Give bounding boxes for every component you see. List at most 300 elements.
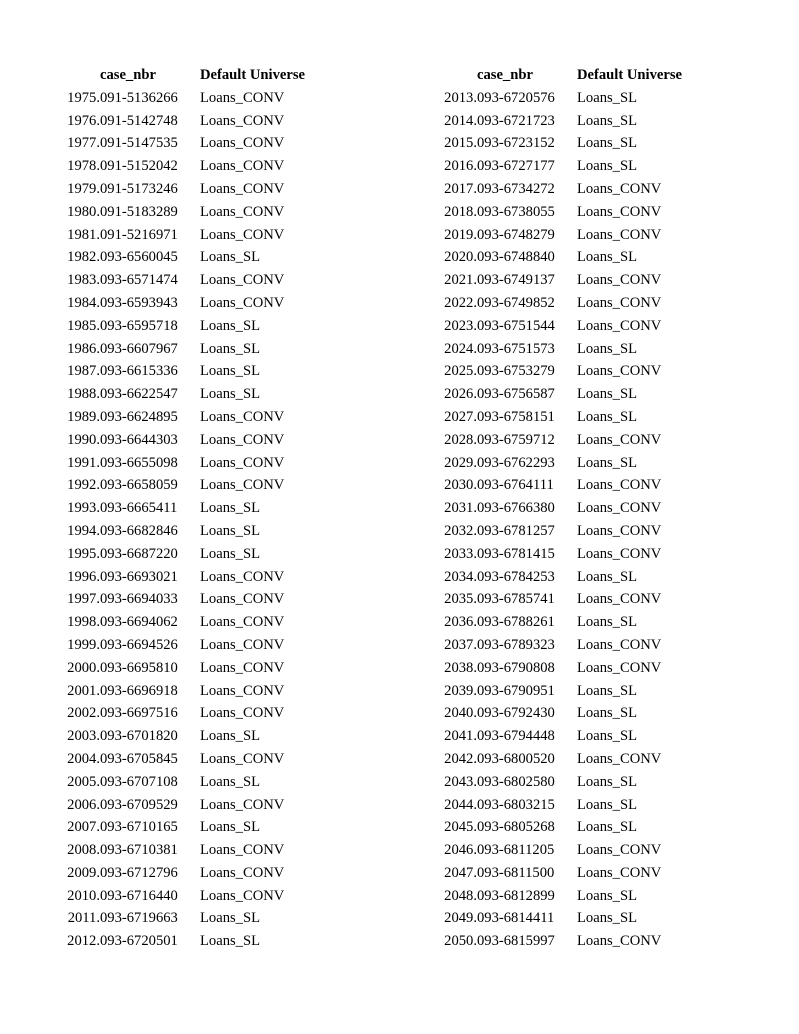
table-row bbox=[431, 452, 697, 475]
table-row bbox=[54, 907, 320, 930]
table-row bbox=[54, 155, 320, 178]
row-number: 2045. bbox=[444, 819, 477, 836]
default-universe: Loans_CONV bbox=[577, 500, 662, 517]
row-number: 1993. bbox=[67, 500, 100, 517]
row-number: 2042. bbox=[444, 750, 477, 767]
default-universe: Loans_CONV bbox=[577, 750, 662, 767]
table-row bbox=[54, 360, 320, 383]
default-universe: Loans_CONV bbox=[200, 864, 285, 881]
default-universe: Loans_CONV bbox=[200, 408, 285, 425]
table-row bbox=[54, 338, 320, 361]
default-universe: Loans_CONV bbox=[200, 750, 285, 767]
case-nbr: 093-6615336 bbox=[100, 363, 178, 380]
case-nbr: 093-6694033 bbox=[100, 591, 178, 608]
case-nbr: 093-6721723 bbox=[477, 112, 555, 129]
case-nbr: 093-6682846 bbox=[100, 522, 178, 539]
table-row bbox=[431, 315, 697, 338]
row-number: 1984. bbox=[67, 294, 100, 311]
table-row bbox=[431, 771, 697, 794]
default-universe: Loans_SL bbox=[200, 317, 260, 334]
case-nbr: 093-6709529 bbox=[100, 796, 178, 813]
default-universe: Loans_CONV bbox=[577, 591, 662, 608]
table-row bbox=[54, 292, 320, 315]
row-number: 1985. bbox=[67, 317, 100, 334]
table-row bbox=[431, 178, 697, 201]
default-universe: Loans_CONV bbox=[200, 614, 285, 631]
row-number: 2009. bbox=[67, 864, 100, 881]
row-number: 1997. bbox=[67, 591, 100, 608]
case-nbr: 093-6716440 bbox=[100, 887, 178, 904]
case-nbr: 093-6705845 bbox=[100, 750, 178, 767]
row-number: 2000. bbox=[67, 659, 100, 676]
case-nbr: 093-6748279 bbox=[477, 226, 555, 243]
row-number: 1986. bbox=[67, 340, 100, 357]
case-nbr: 093-6790951 bbox=[477, 682, 555, 699]
case-nbr: 093-6571474 bbox=[100, 272, 178, 289]
row-number: 2050. bbox=[444, 933, 477, 950]
case-nbr: 093-6764111 bbox=[477, 477, 554, 494]
default-universe: Loans_CONV bbox=[200, 842, 285, 859]
case-nbr: 093-6788261 bbox=[477, 614, 555, 631]
case-nbr: 091-5142748 bbox=[100, 112, 178, 129]
table-row bbox=[54, 839, 320, 862]
row-number: 2005. bbox=[67, 773, 100, 790]
row-number: 1982. bbox=[67, 249, 100, 266]
case-nbr: 093-6696918 bbox=[100, 682, 178, 699]
row-number: 2002. bbox=[67, 705, 100, 722]
row-number: 1999. bbox=[67, 636, 100, 653]
row-number: 1994. bbox=[67, 522, 100, 539]
case-nbr: 093-6805268 bbox=[477, 819, 555, 836]
case-nbr: 093-6658059 bbox=[100, 477, 178, 494]
row-number: 2041. bbox=[444, 728, 477, 745]
table-row bbox=[54, 201, 320, 224]
case-nbr: 093-6762293 bbox=[477, 454, 555, 471]
table-row bbox=[431, 816, 697, 839]
table-row bbox=[54, 87, 320, 110]
table-row bbox=[54, 588, 320, 611]
default-universe: Loans_SL bbox=[200, 773, 260, 790]
table-row bbox=[431, 839, 697, 862]
case-nbr: 093-6781415 bbox=[477, 545, 555, 562]
table-row bbox=[431, 132, 697, 155]
case-nbr: 093-6815997 bbox=[477, 933, 555, 950]
default-universe: Loans_SL bbox=[577, 158, 637, 175]
row-number: 2027. bbox=[444, 408, 477, 425]
case-nbr: 093-6719663 bbox=[100, 910, 178, 927]
default-universe: Loans_CONV bbox=[200, 568, 285, 585]
row-number: 1988. bbox=[67, 386, 100, 403]
default-universe: Loans_CONV bbox=[200, 112, 285, 129]
table-row bbox=[431, 907, 697, 930]
case-nbr: 093-6753279 bbox=[477, 363, 555, 380]
case-nbr: 093-6701820 bbox=[100, 728, 178, 745]
row-number: 2036. bbox=[444, 614, 477, 631]
case-nbr: 093-6785741 bbox=[477, 591, 555, 608]
default-universe: Loans_SL bbox=[577, 249, 637, 266]
row-number: 1995. bbox=[67, 545, 100, 562]
case-nbr: 093-6803215 bbox=[477, 796, 555, 813]
case-nbr: 093-6802580 bbox=[477, 773, 555, 790]
header-default-universe: Default Universe bbox=[200, 67, 305, 83]
row-number: 2048. bbox=[444, 887, 477, 904]
table-row bbox=[54, 406, 320, 429]
case-nbr: 093-6751573 bbox=[477, 340, 555, 357]
default-universe: Loans_SL bbox=[577, 819, 637, 836]
case-nbr: 093-6707108 bbox=[100, 773, 178, 790]
default-universe: Loans_CONV bbox=[200, 158, 285, 175]
row-number: 1998. bbox=[67, 614, 100, 631]
row-number: 1992. bbox=[67, 477, 100, 494]
default-universe: Loans_CONV bbox=[577, 203, 662, 220]
default-universe: Loans_SL bbox=[200, 819, 260, 836]
header-case-nbr: case_nbr bbox=[100, 67, 156, 83]
default-universe: Loans_CONV bbox=[200, 454, 285, 471]
default-universe: Loans_CONV bbox=[577, 272, 662, 289]
table-row bbox=[431, 794, 697, 817]
row-number: 2013. bbox=[444, 89, 477, 106]
table-row bbox=[431, 474, 697, 497]
row-number: 2012. bbox=[67, 933, 100, 950]
table-row bbox=[54, 178, 320, 201]
case-nbr: 093-6720576 bbox=[477, 89, 555, 106]
default-universe: Loans_SL bbox=[577, 682, 637, 699]
row-number: 2034. bbox=[444, 568, 477, 585]
row-number: 1989. bbox=[67, 408, 100, 425]
default-universe: Loans_SL bbox=[577, 796, 637, 813]
row-number: 2043. bbox=[444, 773, 477, 790]
row-number: 2033. bbox=[444, 545, 477, 562]
case-nbr: 093-6693021 bbox=[100, 568, 178, 585]
row-number: 1990. bbox=[67, 431, 100, 448]
case-nbr: 093-6758151 bbox=[477, 408, 555, 425]
case-nbr: 091-5173246 bbox=[100, 180, 178, 197]
table-row bbox=[54, 771, 320, 794]
table-row bbox=[431, 725, 697, 748]
header-default-universe: Default Universe bbox=[577, 67, 682, 83]
row-number: 1978. bbox=[67, 158, 100, 175]
table-row bbox=[54, 110, 320, 133]
default-universe: Loans_CONV bbox=[200, 89, 285, 106]
default-universe: Loans_SL bbox=[577, 773, 637, 790]
case-nbr: 091-5216971 bbox=[100, 226, 178, 243]
case-nbr: 093-6784253 bbox=[477, 568, 555, 585]
row-number: 1979. bbox=[67, 180, 100, 197]
default-universe: Loans_CONV bbox=[577, 294, 662, 311]
default-universe: Loans_CONV bbox=[200, 591, 285, 608]
case-nbr: 093-6727177 bbox=[477, 158, 555, 175]
default-universe: Loans_SL bbox=[200, 522, 260, 539]
table-row bbox=[431, 680, 697, 703]
default-universe: Loans_SL bbox=[577, 454, 637, 471]
default-universe: Loans_CONV bbox=[577, 180, 662, 197]
case-nbr: 093-6710165 bbox=[100, 819, 178, 836]
row-number: 2046. bbox=[444, 842, 477, 859]
table-row bbox=[54, 885, 320, 908]
row-number: 2001. bbox=[67, 682, 100, 699]
case-nbr: 093-6593943 bbox=[100, 294, 178, 311]
table-row bbox=[54, 816, 320, 839]
default-universe: Loans_CONV bbox=[577, 431, 662, 448]
table-row bbox=[54, 474, 320, 497]
case-nbr: 093-6811205 bbox=[477, 842, 555, 859]
row-number: 1980. bbox=[67, 203, 100, 220]
table-row bbox=[54, 748, 320, 771]
table-row bbox=[54, 543, 320, 566]
case-nbr: 093-6655098 bbox=[100, 454, 178, 471]
row-number: 2040. bbox=[444, 705, 477, 722]
table-row bbox=[431, 543, 697, 566]
table-row bbox=[431, 497, 697, 520]
table-row bbox=[431, 611, 697, 634]
row-number: 2025. bbox=[444, 363, 477, 380]
default-universe: Loans_CONV bbox=[200, 796, 285, 813]
row-number: 1991. bbox=[67, 454, 100, 471]
default-universe: Loans_SL bbox=[577, 705, 637, 722]
case-nbr: 093-6766380 bbox=[477, 500, 555, 517]
row-number: 1977. bbox=[67, 135, 100, 152]
row-number: 2020. bbox=[444, 249, 477, 266]
default-universe: Loans_CONV bbox=[577, 659, 662, 676]
default-universe: Loans_CONV bbox=[200, 272, 285, 289]
row-number: 2039. bbox=[444, 682, 477, 699]
case-nbr: 093-6665411 bbox=[100, 500, 178, 517]
table-row bbox=[54, 224, 320, 247]
row-number: 1983. bbox=[67, 272, 100, 289]
table-row bbox=[431, 87, 697, 110]
default-universe: Loans_SL bbox=[577, 408, 637, 425]
case-nbr: 091-5152042 bbox=[100, 158, 178, 175]
default-universe: Loans_CONV bbox=[200, 431, 285, 448]
row-number: 1996. bbox=[67, 568, 100, 585]
default-universe: Loans_SL bbox=[577, 135, 637, 152]
case-nbr: 093-6812899 bbox=[477, 887, 555, 904]
table-row bbox=[431, 862, 697, 885]
table-row bbox=[54, 132, 320, 155]
row-number: 2029. bbox=[444, 454, 477, 471]
right-table bbox=[431, 64, 697, 953]
case-nbr: 093-6789323 bbox=[477, 636, 555, 653]
default-universe: Loans_CONV bbox=[577, 363, 662, 380]
default-universe: Loans_CONV bbox=[200, 705, 285, 722]
case-nbr: 093-6723152 bbox=[477, 135, 555, 152]
row-number: 2047. bbox=[444, 864, 477, 881]
header-row bbox=[54, 64, 320, 87]
default-universe: Loans_CONV bbox=[200, 682, 285, 699]
left-table bbox=[54, 64, 320, 953]
row-number: 2031. bbox=[444, 500, 477, 517]
table-row bbox=[431, 520, 697, 543]
case-nbr: 091-5136266 bbox=[100, 89, 178, 106]
table-row bbox=[431, 201, 697, 224]
default-universe: Loans_CONV bbox=[200, 135, 285, 152]
row-number: 2044. bbox=[444, 796, 477, 813]
default-universe: Loans_CONV bbox=[200, 887, 285, 904]
table-row bbox=[54, 862, 320, 885]
default-universe: Loans_CONV bbox=[577, 864, 662, 881]
row-number: 2004. bbox=[67, 750, 100, 767]
table-row bbox=[431, 566, 697, 589]
case-nbr: 093-6792430 bbox=[477, 705, 555, 722]
row-number: 2010. bbox=[67, 887, 100, 904]
default-universe: Loans_SL bbox=[577, 89, 637, 106]
row-number: 2003. bbox=[67, 728, 100, 745]
default-universe: Loans_CONV bbox=[577, 545, 662, 562]
row-number: 2032. bbox=[444, 522, 477, 539]
default-universe: Loans_SL bbox=[200, 545, 260, 562]
row-number: 2017. bbox=[444, 180, 477, 197]
default-universe: Loans_SL bbox=[200, 249, 260, 266]
row-number: 2026. bbox=[444, 386, 477, 403]
case-nbr: 093-6644303 bbox=[100, 431, 178, 448]
default-universe: Loans_SL bbox=[200, 386, 260, 403]
table-row bbox=[54, 930, 320, 953]
case-nbr: 093-6794448 bbox=[477, 728, 555, 745]
case-nbr: 093-6814411 bbox=[477, 910, 555, 927]
default-universe: Loans_SL bbox=[200, 933, 260, 950]
default-universe: Loans_SL bbox=[577, 386, 637, 403]
table-row bbox=[54, 452, 320, 475]
row-number: 2016. bbox=[444, 158, 477, 175]
case-nbr: 093-6624895 bbox=[100, 408, 178, 425]
table-row bbox=[54, 520, 320, 543]
default-universe: Loans_CONV bbox=[577, 933, 662, 950]
table-row bbox=[54, 634, 320, 657]
case-nbr: 093-6749137 bbox=[477, 272, 555, 289]
table-row bbox=[54, 680, 320, 703]
case-nbr: 093-6781257 bbox=[477, 522, 555, 539]
row-number: 2038. bbox=[444, 659, 477, 676]
table-row bbox=[431, 224, 697, 247]
default-universe: Loans_CONV bbox=[577, 317, 662, 334]
case-nbr: 093-6720501 bbox=[100, 933, 178, 950]
table-row bbox=[431, 748, 697, 771]
table-row bbox=[431, 702, 697, 725]
row-number: 2024. bbox=[444, 340, 477, 357]
table-row bbox=[54, 794, 320, 817]
table-row bbox=[54, 315, 320, 338]
row-number: 2006. bbox=[67, 796, 100, 813]
table-row bbox=[54, 246, 320, 269]
row-number: 2030. bbox=[444, 477, 477, 494]
row-number: 2049. bbox=[444, 910, 477, 927]
case-nbr: 093-6607967 bbox=[100, 340, 178, 357]
default-universe: Loans_CONV bbox=[200, 636, 285, 653]
default-universe: Loans_CONV bbox=[577, 636, 662, 653]
case-nbr: 093-6560045 bbox=[100, 249, 178, 266]
case-nbr: 093-6751544 bbox=[477, 317, 555, 334]
default-universe: Loans_CONV bbox=[577, 522, 662, 539]
table-row bbox=[431, 588, 697, 611]
case-nbr: 093-6694062 bbox=[100, 614, 178, 631]
table-row bbox=[431, 246, 697, 269]
default-universe: Loans_SL bbox=[577, 340, 637, 357]
row-number: 2021. bbox=[444, 272, 477, 289]
default-universe: Loans_SL bbox=[200, 500, 260, 517]
default-universe: Loans_CONV bbox=[577, 477, 662, 494]
table-row bbox=[54, 566, 320, 589]
table-row bbox=[431, 406, 697, 429]
row-number: 1981. bbox=[67, 226, 100, 243]
default-universe: Loans_SL bbox=[577, 112, 637, 129]
case-nbr: 093-6734272 bbox=[477, 180, 555, 197]
case-nbr: 093-6800520 bbox=[477, 750, 555, 767]
case-nbr: 093-6697516 bbox=[100, 705, 178, 722]
table-row bbox=[54, 269, 320, 292]
row-number: 1975. bbox=[67, 89, 100, 106]
case-nbr: 093-6756587 bbox=[477, 386, 555, 403]
case-nbr: 093-6749852 bbox=[477, 294, 555, 311]
case-nbr: 093-6811500 bbox=[477, 864, 555, 881]
row-number: 2014. bbox=[444, 112, 477, 129]
default-universe: Loans_SL bbox=[577, 614, 637, 631]
case-nbr: 091-5183289 bbox=[100, 203, 178, 220]
default-universe: Loans_CONV bbox=[577, 226, 662, 243]
header-num bbox=[431, 64, 477, 87]
default-universe: Loans_CONV bbox=[200, 294, 285, 311]
default-universe: Loans_CONV bbox=[200, 203, 285, 220]
header-case-nbr: case_nbr bbox=[477, 67, 533, 83]
default-universe: Loans_SL bbox=[577, 728, 637, 745]
case-nbr: 093-6595718 bbox=[100, 317, 178, 334]
default-universe: Loans_SL bbox=[577, 887, 637, 904]
header-num bbox=[54, 64, 100, 87]
default-universe: Loans_CONV bbox=[200, 180, 285, 197]
default-universe: Loans_SL bbox=[577, 910, 637, 927]
case-nbr: 093-6759712 bbox=[477, 431, 555, 448]
default-universe: Loans_SL bbox=[200, 910, 260, 927]
case-nbr: 093-6694526 bbox=[100, 636, 178, 653]
table-row bbox=[431, 292, 697, 315]
case-nbr: 091-5147535 bbox=[100, 135, 178, 152]
case-nbr: 093-6738055 bbox=[477, 203, 555, 220]
default-universe: Loans_SL bbox=[200, 340, 260, 357]
table-row bbox=[431, 338, 697, 361]
default-universe: Loans_CONV bbox=[200, 659, 285, 676]
row-number: 2015. bbox=[444, 135, 477, 152]
default-universe: Loans_CONV bbox=[200, 477, 285, 494]
table-row bbox=[431, 383, 697, 406]
table-row bbox=[54, 657, 320, 680]
table-row bbox=[431, 110, 697, 133]
table-row bbox=[54, 497, 320, 520]
table-row bbox=[431, 155, 697, 178]
table-row bbox=[54, 725, 320, 748]
table-row bbox=[431, 657, 697, 680]
default-universe: Loans_CONV bbox=[577, 842, 662, 859]
row-number: 2007. bbox=[67, 819, 100, 836]
case-nbr: 093-6695810 bbox=[100, 659, 178, 676]
table-row bbox=[431, 634, 697, 657]
row-number: 2023. bbox=[444, 317, 477, 334]
case-nbr: 093-6790808 bbox=[477, 659, 555, 676]
row-number: 2022. bbox=[444, 294, 477, 311]
row-number: 2008. bbox=[67, 842, 100, 859]
row-number: 1976. bbox=[67, 112, 100, 129]
row-number: 1987. bbox=[67, 363, 100, 380]
case-nbr: 093-6622547 bbox=[100, 386, 178, 403]
case-nbr: 093-6748840 bbox=[477, 249, 555, 266]
table-row bbox=[54, 383, 320, 406]
table-row bbox=[431, 930, 697, 953]
row-number: 2018. bbox=[444, 203, 477, 220]
case-nbr: 093-6712796 bbox=[100, 864, 178, 881]
table-row bbox=[54, 429, 320, 452]
row-number: 2037. bbox=[444, 636, 477, 653]
case-nbr: 093-6710381 bbox=[100, 842, 178, 859]
header-row bbox=[431, 64, 697, 87]
table-row bbox=[431, 429, 697, 452]
